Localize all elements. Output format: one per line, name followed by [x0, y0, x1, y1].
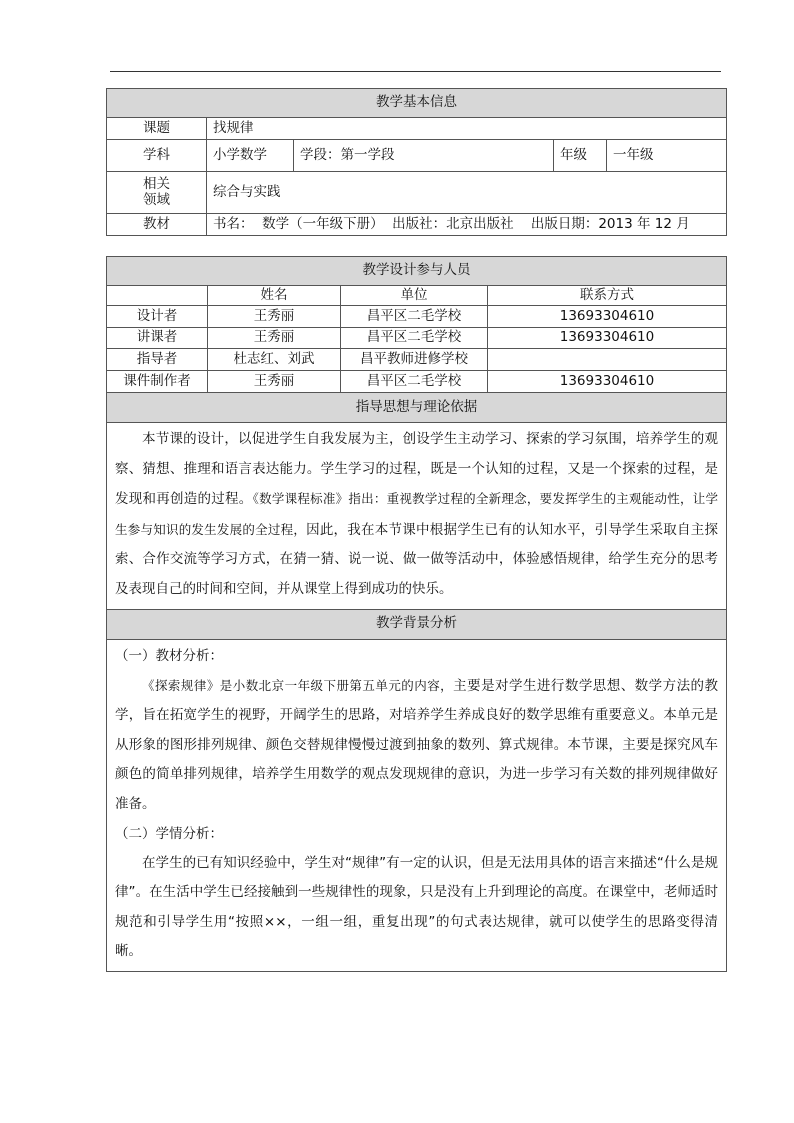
name-cell: 王秀丽	[208, 371, 341, 393]
name-cell: 王秀丽	[208, 328, 341, 349]
participants-header: 教学设计参与人员	[107, 257, 727, 286]
name-cell: 王秀丽	[208, 306, 341, 328]
role-cell: 指导者	[107, 349, 208, 371]
role-cell: 设计者	[107, 306, 208, 328]
material-paragraph	[115, 671, 718, 820]
contact-cell: 13693304610	[488, 371, 727, 393]
domain-label-line-2: 领域	[143, 191, 170, 208]
unit-cell: 昌平教师进修学校	[341, 349, 488, 371]
contact-cell: 13693304610	[488, 328, 727, 349]
material-title: （一）教材分析：	[115, 647, 223, 664]
material-text-b: 主要是对学生进行数学思想、数学方法的教学，旨在拓宽学生的视野，开阔学生的思路，对培养学生养成良好的数学思维有重要意义。本单元是从形象的图形排列规律、颜色交替规律慢慢过渡到抽象的数列、算式规律。本节课，主要是探究风车颜色的简单排列规律，培养学生用数学的观点发现规律的意识，为进一步学习有关数的排列规律做好准备。	[115, 677, 718, 812]
guiding-text-a: 本节课的设计，以促进学生自我发展为主，创设学生主动学习、探索的学习氛围，培养学生的观察、猜想、推理和语言表达能力。学生学习的过程，既是一个认知的过程，又是一个探索的过程，是发现和再创造的过程。	[115, 431, 718, 508]
textbook-label: 教材	[107, 214, 207, 236]
table-row	[107, 371, 727, 393]
guiding-header: 指导思想与理论依据	[107, 393, 727, 423]
table-row	[107, 349, 727, 371]
grade-label: 年级	[554, 140, 607, 172]
contact-cell	[488, 349, 727, 371]
domain-label-line-1: 相关	[143, 175, 170, 192]
unit-cell: 昌平区二毛学校	[341, 306, 488, 328]
topic-value: 找规律	[207, 118, 727, 140]
unit-cell: 昌平区二毛学校	[341, 328, 488, 349]
guiding-body	[107, 423, 727, 610]
guiding-paragraph	[115, 425, 718, 605]
subject-label: 学科	[107, 140, 207, 172]
guiding-text-b: 《数学课程标准》指出：重视教学过程的全新理念，要发挥学生的主观能动性，让学生参与知识的发生发展的全过程，	[115, 491, 718, 537]
domain-label	[107, 172, 207, 214]
table-row	[107, 328, 727, 349]
topic-label: 课题	[107, 118, 207, 140]
guiding-text-c: 因此，我在本节课中根据学生已有的认知水平，引导学生采取自主探索、合作交流等学习方式，在猜一猜、说一说、做一做等活动中，体验感悟规律，给学生充分的思考及表现自己的时间和空间，并从课堂上得到成功的快乐。	[115, 521, 718, 597]
column-header: 联系方式	[488, 286, 727, 306]
unit-cell: 昌平区二毛学校	[341, 371, 488, 393]
participants-column-row	[107, 286, 727, 306]
table-row	[107, 306, 727, 328]
background-header: 教学背景分析	[107, 609, 727, 639]
basic-info-table	[106, 88, 727, 236]
design-table	[106, 256, 727, 972]
column-header	[107, 286, 208, 306]
contact-cell: 13693304610	[488, 306, 727, 328]
role-cell: 讲课者	[107, 328, 208, 349]
textbook-value: 书名： 数学（一年级下册） 出版社：北京出版社 出版日期：2013 年 12 月	[207, 214, 727, 236]
student-title: （二）学情分析：	[115, 825, 223, 842]
basic-info-header: 教学基本信息	[107, 89, 727, 118]
name-cell: 杜志红、刘武	[208, 349, 341, 371]
role-cell: 课件制作者	[107, 371, 208, 393]
grade-value: 一年级	[607, 140, 727, 172]
stage-text: 学段：第一学段	[294, 140, 554, 172]
student-paragraph: 在学生的已有知识经验中，学生对“规律”有一定的认识，但是无法用具体的语言来描述“什么是规律”。在生活中学生已经接触到一些规律性的现象，只是没有上升到理论的高度。在课堂中，老师适时规范和引导学生用“按照××，一组一组，重复出现”的句式表达规律，就可以使学生的思路变得清晰。	[115, 854, 718, 960]
background-body	[107, 639, 727, 971]
material-text-a: 《探索规律》是小数北京一年级下册第五单元的内容，	[142, 677, 454, 693]
header-rule	[110, 71, 721, 72]
subject-value: 小学数学	[207, 140, 294, 172]
column-header: 单位	[341, 286, 488, 306]
column-header: 姓名	[208, 286, 341, 306]
domain-value: 综合与实践	[207, 172, 727, 214]
